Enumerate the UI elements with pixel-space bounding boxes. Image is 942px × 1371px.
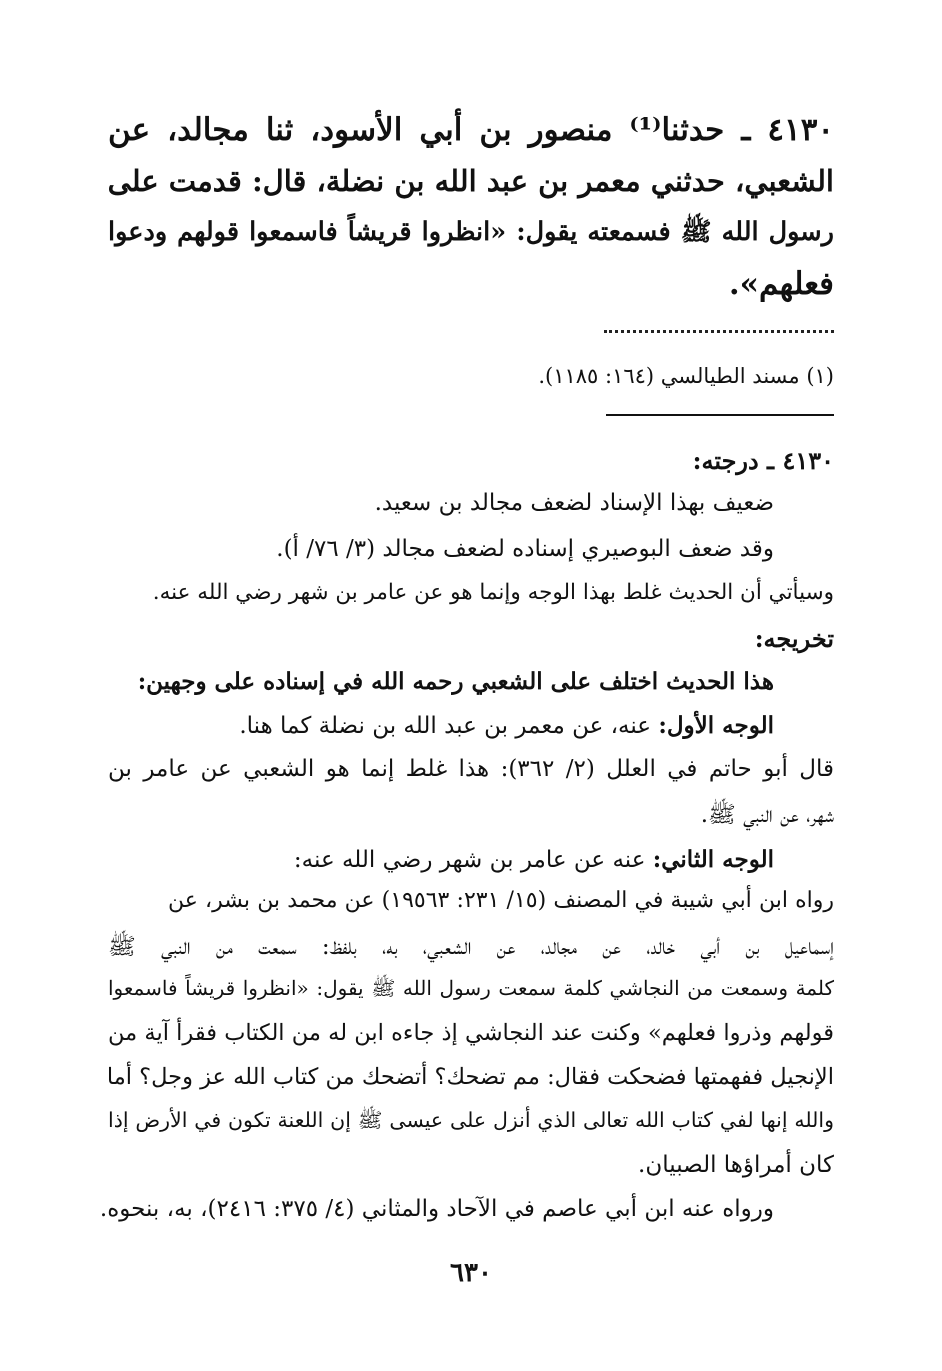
- hadith-line-3: رسول الله ﷺ فسمعته يقول: «انظروا قريشاً فاسمعوا قولهم ودعوا: [108, 217, 834, 247]
- grading-line-3: وسيأتي أن الحديث غلط بهذا الوجه وإنما هو عن عامر بن شهر رضي الله عنه.: [152, 580, 834, 605]
- hadith-line-4: فعلهم».: [728, 266, 834, 302]
- page-number: ٦٣٠: [450, 1258, 492, 1288]
- first-way-label: الوجه الأول:: [658, 712, 774, 739]
- hadith-line-1: ٤١٣٠ ـ حدثنا⁽¹⁾ منصور بن أبي الأسود، ثنا مجالد، عن: [108, 112, 835, 148]
- footnote-dotted-separator: [604, 330, 834, 341]
- ibn-abi-shayba-line-4: قولهم وذروا فعلهم» وكنت عند النجاشي إذ جاءه ابن له من الكتاب فقرأ آية من: [108, 1020, 834, 1046]
- second-way-text: عنه عن عامر بن شهر رضي الله عنه:: [293, 847, 653, 873]
- ibn-abi-shayba-line-7: كان أمراؤها الصبيان.: [638, 1152, 834, 1178]
- ibn-abi-shayba-line-3: كلمة وسمعت من النجاشي كلمة سمعت رسول الله ﷺ يقول: «انظروا قريشاً فاسمعوا: [108, 976, 834, 1000]
- grading-heading: ٤١٣٠ ـ درجته:: [692, 446, 834, 475]
- takhrij-heading: تخريجه:: [754, 624, 834, 653]
- footnote: (١) مسند الطيالسي (١٦٤: ١١٨٥).: [538, 364, 834, 388]
- ibn-abi-asim-line: ورواه عنه ابن أبي عاصم في الآحاد والمثاني (٤/ ٣٧٥: ٢٤١٦)، به، بنحوه.: [99, 1196, 774, 1222]
- ibn-abi-shayba-line-1: رواه ابن أبي شيبة في المصنف (١٥/ ٢٣١: ١٩٥٦٣) عن محمد بن بشر، عن: [168, 888, 834, 913]
- ibn-abi-shayba-line-5: الإنجيل ففهمتها فضحكت فقال: مم تضحك؟ أتضحك من كتاب الله عز وجل؟ أما: [106, 1064, 834, 1090]
- abu-hatim-line-2: شهر، عن النبي ﷺ.: [700, 802, 834, 828]
- second-way-label: الوجه الثاني:: [652, 846, 774, 873]
- takhrij-intro: هذا الحديث اختلف على الشعبي رحمه الله في إسناده على وجهين:: [137, 668, 774, 695]
- first-way-text: عنه، عن معمر بن عبد الله بن نضلة كما هنا.: [239, 713, 659, 739]
- second-way-line: [294, 846, 774, 873]
- hadith-line-2: الشعبي، حدثني معمر بن عبد الله بن نضلة، قال: قدمت على: [107, 164, 834, 198]
- section-divider: [606, 414, 834, 416]
- ibn-abi-shayba-line-6: والله إنها لفي كتاب الله تعالى الذي أنزل على عيسى ﷺ إن اللعنة تكون في الأرض إذا: [108, 1108, 834, 1132]
- ibn-abi-shayba-line-2: إسماعيل بن أبي خالد، عن مجالد، عن الشعبي، به، بلفظ: سمعت من النبي ﷺ: [108, 934, 834, 960]
- abu-hatim-line-1: قال أبو حاتم في العلل (٢/ ٣٦٢): هذا غلط إنما هو الشعبي عن عامر بن: [108, 756, 835, 782]
- first-way-line: [239, 712, 774, 739]
- grading-line-1: ضعيف بهذا الإسناد لضعف مجالد بن سعيد.: [374, 490, 774, 516]
- grading-line-2: وقد ضعف البوصيري إسناده لضعف مجالد (٣/ ٧٦/ أ).: [276, 536, 774, 562]
